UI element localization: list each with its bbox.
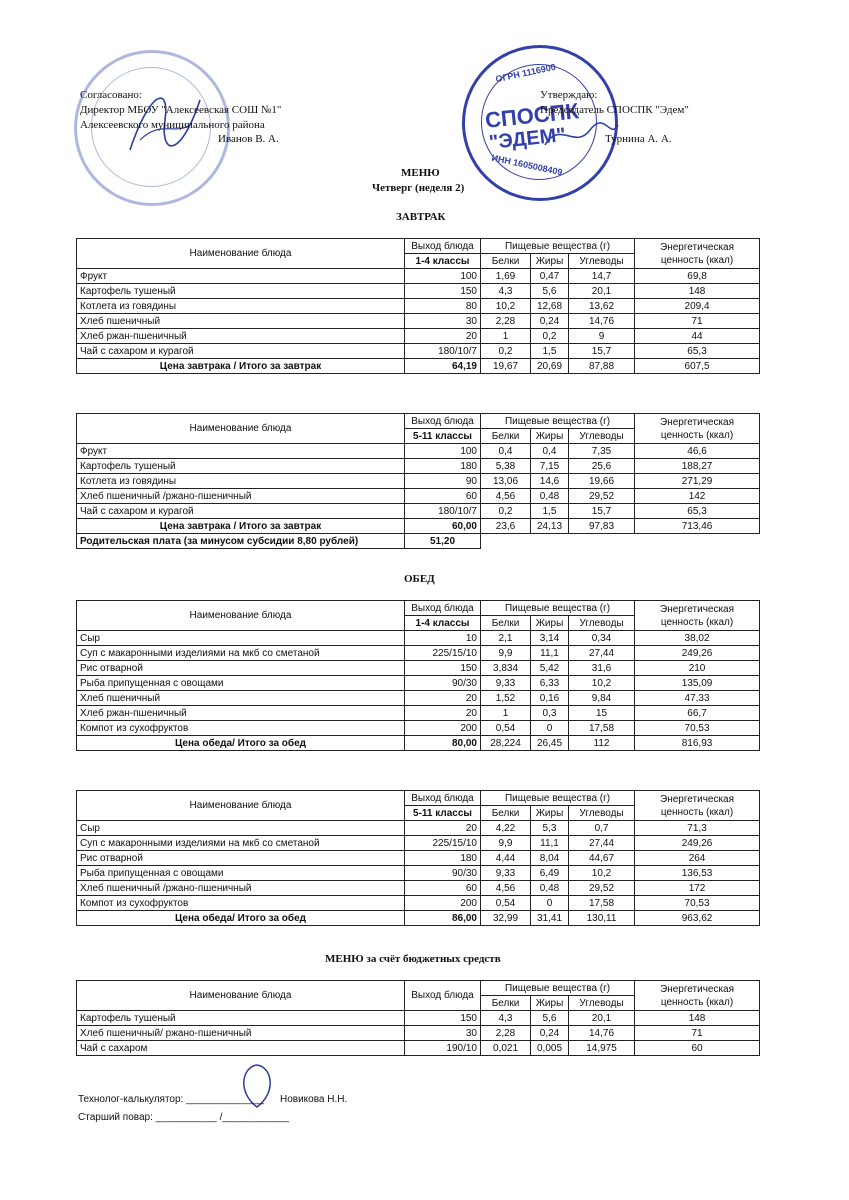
dish-output: 150 [405,1011,481,1026]
dish-name: Фрукт [77,444,405,459]
protein-value: 0,2 [481,344,531,359]
protein-value: 1,69 [481,269,531,284]
protein-value: 9,9 [481,646,531,661]
col-fat: Жиры [531,429,569,444]
energy-value: 47,33 [635,691,760,706]
fat-value: 1,5 [531,344,569,359]
dish-name: Картофель тушеный [77,1011,405,1026]
col-grade: 5-11 классы [405,429,481,444]
col-fat: Жиры [531,806,569,821]
fat-value: 0,24 [531,1026,569,1041]
parent-fee-value: 51,20 [405,534,481,549]
total-label: Цена завтрака / Итого за завтрак [77,359,405,374]
table-row [77,1026,760,1041]
dish-name: Картофель тушеный [77,459,405,474]
breakfast-table-1-4 [76,238,760,374]
table-row [77,489,760,504]
protein-value: 1 [481,329,531,344]
lunch-table-5-11 [76,790,760,926]
protein-value: 1,52 [481,691,531,706]
dish-output: 100 [405,444,481,459]
agreed-title: Согласовано: [80,89,142,101]
protein-value: 5,38 [481,459,531,474]
dish-output: 180 [405,459,481,474]
table-row [77,329,760,344]
agreed-line1: Директор МБОУ "Алексеевская СОШ №1" [80,104,282,116]
energy-value: 148 [635,1011,760,1026]
technologist-label: Технолог-калькулятор: ______________ [78,1094,264,1105]
dish-name: Компот из сухофруктов [77,896,405,911]
carbs-value: 9,84 [569,691,635,706]
col-nutrients: Пищевые вещества (г) [481,239,635,254]
table-row [77,896,760,911]
energy-value: 60 [635,1041,760,1056]
col-energy: Энергетическая ценность (ккал) [635,414,760,444]
carbs-value: 7,35 [569,444,635,459]
carbs-value: 0,34 [569,631,635,646]
fat-value: 0,2 [531,329,569,344]
carbs-value: 13,62 [569,299,635,314]
dish-name: Хлеб пшеничный [77,314,405,329]
table-row [77,851,760,866]
col-grade: 5-11 классы [405,806,481,821]
stamp-ogrn: ОГРН 1116900 [494,61,557,85]
carbs-value: 14,975 [569,1041,635,1056]
dish-name: Рис отварной [77,661,405,676]
carbs-value: 10,2 [569,676,635,691]
col-output: Выход блюда [405,414,481,429]
dish-name: Компот из сухофруктов [77,721,405,736]
budget-title: МЕНЮ за счёт бюджетных средств [325,953,501,965]
breakfast-table-5-11 [76,413,760,549]
col-output: Выход блюда [405,791,481,806]
dish-name: Хлеб пшеничный /ржано-пшеничный [77,881,405,896]
dish-output: 90/30 [405,676,481,691]
total-fat: 24,13 [531,519,569,534]
protein-value: 0,54 [481,721,531,736]
dish-name: Котлета из говядины [77,299,405,314]
energy-value: 172 [635,881,760,896]
technologist-name: Новикова Н.Н. [280,1094,348,1105]
total-protein: 19,67 [481,359,531,374]
parent-fee-row [77,534,760,549]
protein-value: 9,33 [481,676,531,691]
fat-value: 0,48 [531,489,569,504]
energy-value: 136,53 [635,866,760,881]
carbs-value: 29,52 [569,489,635,504]
dish-output: 20 [405,691,481,706]
col-output: Выход блюда [405,981,481,1011]
col-output: Выход блюда [405,239,481,254]
energy-value: 188,27 [635,459,760,474]
carbs-value: 10,2 [569,866,635,881]
carbs-value: 9 [569,329,635,344]
fat-value: 5,6 [531,284,569,299]
protein-value: 1 [481,706,531,721]
table-row [77,721,760,736]
total-carbs: 87,88 [569,359,635,374]
dish-output: 90/30 [405,866,481,881]
agreed-name: Иванов В. А. [218,133,279,145]
fat-value: 0 [531,721,569,736]
total-fat: 26,45 [531,736,569,751]
total-carbs: 130,11 [569,911,635,926]
col-fat: Жиры [531,616,569,631]
doc-day: Четверг (неделя 2) [372,182,465,194]
fat-value: 8,04 [531,851,569,866]
table-row [77,631,760,646]
col-name: Наименование блюда [77,414,405,444]
dish-name: Чай с сахаром [77,1041,405,1056]
carbs-value: 44,67 [569,851,635,866]
col-output: Выход блюда [405,601,481,616]
total-row [77,359,760,374]
energy-value: 249,26 [635,836,760,851]
dish-output: 30 [405,1026,481,1041]
table-row [77,881,760,896]
total-row [77,736,760,751]
energy-value: 70,53 [635,896,760,911]
carbs-value: 31,6 [569,661,635,676]
energy-value: 142 [635,489,760,504]
total-fat: 20,69 [531,359,569,374]
table-row [77,459,760,474]
dish-output: 190/10 [405,1041,481,1056]
table-row [77,344,760,359]
total-fat: 31,41 [531,911,569,926]
budget-table [76,980,760,1056]
carbs-value: 17,58 [569,896,635,911]
carbs-value: 27,44 [569,836,635,851]
total-price: 64,19 [405,359,481,374]
dish-output: 20 [405,329,481,344]
col-fat: Жиры [531,996,569,1011]
carbs-value: 20,1 [569,1011,635,1026]
dish-output: 10 [405,631,481,646]
total-price: 86,00 [405,911,481,926]
carbs-value: 15,7 [569,504,635,519]
stamp-inn: ИНН 1605008409 [490,152,564,178]
table-row [77,646,760,661]
total-protein: 23,6 [481,519,531,534]
dish-name: Рыба припущенная с овощами [77,866,405,881]
col-nutrients: Пищевые вещества (г) [481,601,635,616]
total-protein: 28,224 [481,736,531,751]
protein-value: 0,4 [481,444,531,459]
protein-value: 0,021 [481,1041,531,1056]
parent-fee-label: Родительская плата (за минусом субсидии 8,80 рублей) [77,534,405,549]
approve-line1: Председатель СПОСПК "Эдем" [540,104,689,116]
total-protein: 32,99 [481,911,531,926]
dish-name: Хлеб пшеничный/ ржано-пшеничный [77,1026,405,1041]
col-carbs: Углеводы [569,429,635,444]
fat-value: 5,6 [531,1011,569,1026]
fat-value: 7,15 [531,459,569,474]
protein-value: 10,2 [481,299,531,314]
col-name: Наименование блюда [77,601,405,631]
approve-name: Турнина А. А. [605,133,672,145]
col-nutrients: Пищевые вещества (г) [481,791,635,806]
energy-value: 135,09 [635,676,760,691]
fat-value: 6,49 [531,866,569,881]
col-carbs: Углеводы [569,254,635,269]
energy-value: 148 [635,284,760,299]
fat-value: 6,33 [531,676,569,691]
dish-name: Чай с сахаром и курагой [77,504,405,519]
col-energy: Энергетическая ценность (ккал) [635,981,760,1011]
energy-value: 65,3 [635,344,760,359]
carbs-value: 0,7 [569,821,635,836]
dish-name: Картофель тушеный [77,284,405,299]
col-name: Наименование блюда [77,791,405,821]
table-row [77,1011,760,1026]
dish-output: 90 [405,474,481,489]
col-protein: Белки [481,429,531,444]
fat-value: 12,68 [531,299,569,314]
fat-value: 0,48 [531,881,569,896]
energy-value: 69,8 [635,269,760,284]
fat-value: 5,42 [531,661,569,676]
carbs-value: 14,76 [569,1026,635,1041]
energy-value: 46,6 [635,444,760,459]
fat-value: 0,47 [531,269,569,284]
dish-output: 180 [405,851,481,866]
dish-name: Рыба припущенная с овощами [77,676,405,691]
lunch-title: ОБЕД [404,573,435,585]
protein-value: 9,33 [481,866,531,881]
dish-name: Чай с сахаром и курагой [77,344,405,359]
dish-name: Фрукт [77,269,405,284]
energy-value: 264 [635,851,760,866]
total-carbs: 97,83 [569,519,635,534]
dish-output: 80 [405,299,481,314]
dish-name: Сыр [77,631,405,646]
energy-value: 65,3 [635,504,760,519]
doc-title: МЕНЮ [401,167,440,179]
total-row [77,911,760,926]
total-price: 80,00 [405,736,481,751]
energy-value: 66,7 [635,706,760,721]
protein-value: 4,3 [481,284,531,299]
total-row [77,519,760,534]
fat-value: 1,5 [531,504,569,519]
energy-value: 44 [635,329,760,344]
table-row [77,676,760,691]
dish-name: Хлеб пшеничный [77,691,405,706]
fat-value: 0,16 [531,691,569,706]
carbs-value: 25,6 [569,459,635,474]
dish-output: 60 [405,489,481,504]
protein-value: 2,1 [481,631,531,646]
fat-value: 0,4 [531,444,569,459]
table-row [77,284,760,299]
dish-name: Рис отварной [77,851,405,866]
protein-value: 4,56 [481,881,531,896]
dish-name: Хлеб ржан-пшеничный [77,329,405,344]
col-grade: 1-4 классы [405,616,481,631]
dish-name: Хлеб пшеничный /ржано-пшеничный [77,489,405,504]
col-name: Наименование блюда [77,239,405,269]
table-row [77,474,760,489]
dish-name: Сыр [77,821,405,836]
dish-output: 150 [405,284,481,299]
col-protein: Белки [481,254,531,269]
protein-value: 4,44 [481,851,531,866]
carbs-value: 20,1 [569,284,635,299]
protein-value: 4,3 [481,1011,531,1026]
dish-name: Суп с макаронными изделиями на мкб со сметаной [77,836,405,851]
col-energy: Энергетическая ценность (ккал) [635,791,760,821]
senior-cook-label: Старший повар: ___________ /____________ [78,1112,290,1123]
table-row [77,821,760,836]
carbs-value: 14,76 [569,314,635,329]
total-energy: 713,46 [635,519,760,534]
col-energy: Энергетическая ценность (ккал) [635,601,760,631]
fat-value: 0,005 [531,1041,569,1056]
dish-output: 180/10/7 [405,344,481,359]
fat-value: 3,14 [531,631,569,646]
table-row [77,661,760,676]
table-row [77,444,760,459]
total-price: 60,00 [405,519,481,534]
stamp-name-line2: "ЭДЕМ" [488,124,567,154]
energy-value: 271,29 [635,474,760,489]
dish-output: 150 [405,661,481,676]
energy-value: 209,4 [635,299,760,314]
total-carbs: 112 [569,736,635,751]
protein-value: 0,54 [481,896,531,911]
fat-value: 0 [531,896,569,911]
table-row [77,836,760,851]
energy-value: 71 [635,1026,760,1041]
dish-name: Суп с макаронными изделиями на мкб со сметаной [77,646,405,661]
fat-value: 11,1 [531,646,569,661]
total-energy: 816,93 [635,736,760,751]
fat-value: 0,24 [531,314,569,329]
fat-value: 11,1 [531,836,569,851]
total-energy: 607,5 [635,359,760,374]
total-label: Цена обеда/ Итого за обед [77,911,405,926]
energy-value: 71,3 [635,821,760,836]
carbs-value: 14,7 [569,269,635,284]
carbs-value: 15 [569,706,635,721]
breakfast-title: ЗАВТРАК [396,211,446,223]
energy-value: 38,02 [635,631,760,646]
table-row [77,706,760,721]
col-energy: Энергетическая ценность (ккал) [635,239,760,269]
protein-value: 4,22 [481,821,531,836]
carbs-value: 17,58 [569,721,635,736]
protein-value: 13,06 [481,474,531,489]
col-nutrients: Пищевые вещества (г) [481,981,635,996]
table-row [77,299,760,314]
dish-output: 30 [405,314,481,329]
energy-value: 210 [635,661,760,676]
dish-output: 225/15/10 [405,646,481,661]
table-row [77,269,760,284]
dish-output: 100 [405,269,481,284]
energy-value: 249,26 [635,646,760,661]
protein-value: 0,2 [481,504,531,519]
carbs-value: 19,66 [569,474,635,489]
total-label: Цена обеда/ Итого за обед [77,736,405,751]
total-energy: 963,62 [635,911,760,926]
col-name: Наименование блюда [77,981,405,1011]
dish-output: 200 [405,896,481,911]
col-fat: Жиры [531,254,569,269]
col-grade: 1-4 классы [405,254,481,269]
fat-value: 0,3 [531,706,569,721]
energy-value: 70,53 [635,721,760,736]
fat-value: 14,6 [531,474,569,489]
dish-output: 20 [405,706,481,721]
col-carbs: Углеводы [569,616,635,631]
protein-value: 9,9 [481,836,531,851]
carbs-value: 15,7 [569,344,635,359]
agreed-line2: Алексеевского муниципального района [80,119,265,131]
dish-name: Хлеб ржан-пшеничный [77,706,405,721]
table-row [77,691,760,706]
table-row [77,866,760,881]
table-row [77,1041,760,1056]
table-row [77,314,760,329]
stamp-name-line1: СПОСПК [483,98,580,133]
carbs-value: 27,44 [569,646,635,661]
protein-value: 3,834 [481,661,531,676]
col-protein: Белки [481,616,531,631]
protein-value: 4,56 [481,489,531,504]
energy-value: 71 [635,314,760,329]
total-label: Цена завтрака / Итого за завтрак [77,519,405,534]
carbs-value: 29,52 [569,881,635,896]
approve-title: Утверждаю: [540,89,598,101]
dish-output: 200 [405,721,481,736]
fat-value: 5,3 [531,821,569,836]
protein-value: 2,28 [481,1026,531,1041]
col-carbs: Углеводы [569,996,635,1011]
col-protein: Белки [481,996,531,1011]
col-nutrients: Пищевые вещества (г) [481,414,635,429]
dish-output: 180/10/7 [405,504,481,519]
dish-output: 225/15/10 [405,836,481,851]
table-row [77,504,760,519]
dish-output: 60 [405,881,481,896]
lunch-table-1-4 [76,600,760,751]
col-carbs: Углеводы [569,806,635,821]
dish-output: 20 [405,821,481,836]
col-protein: Белки [481,806,531,821]
protein-value: 2,28 [481,314,531,329]
dish-name: Котлета из говядины [77,474,405,489]
